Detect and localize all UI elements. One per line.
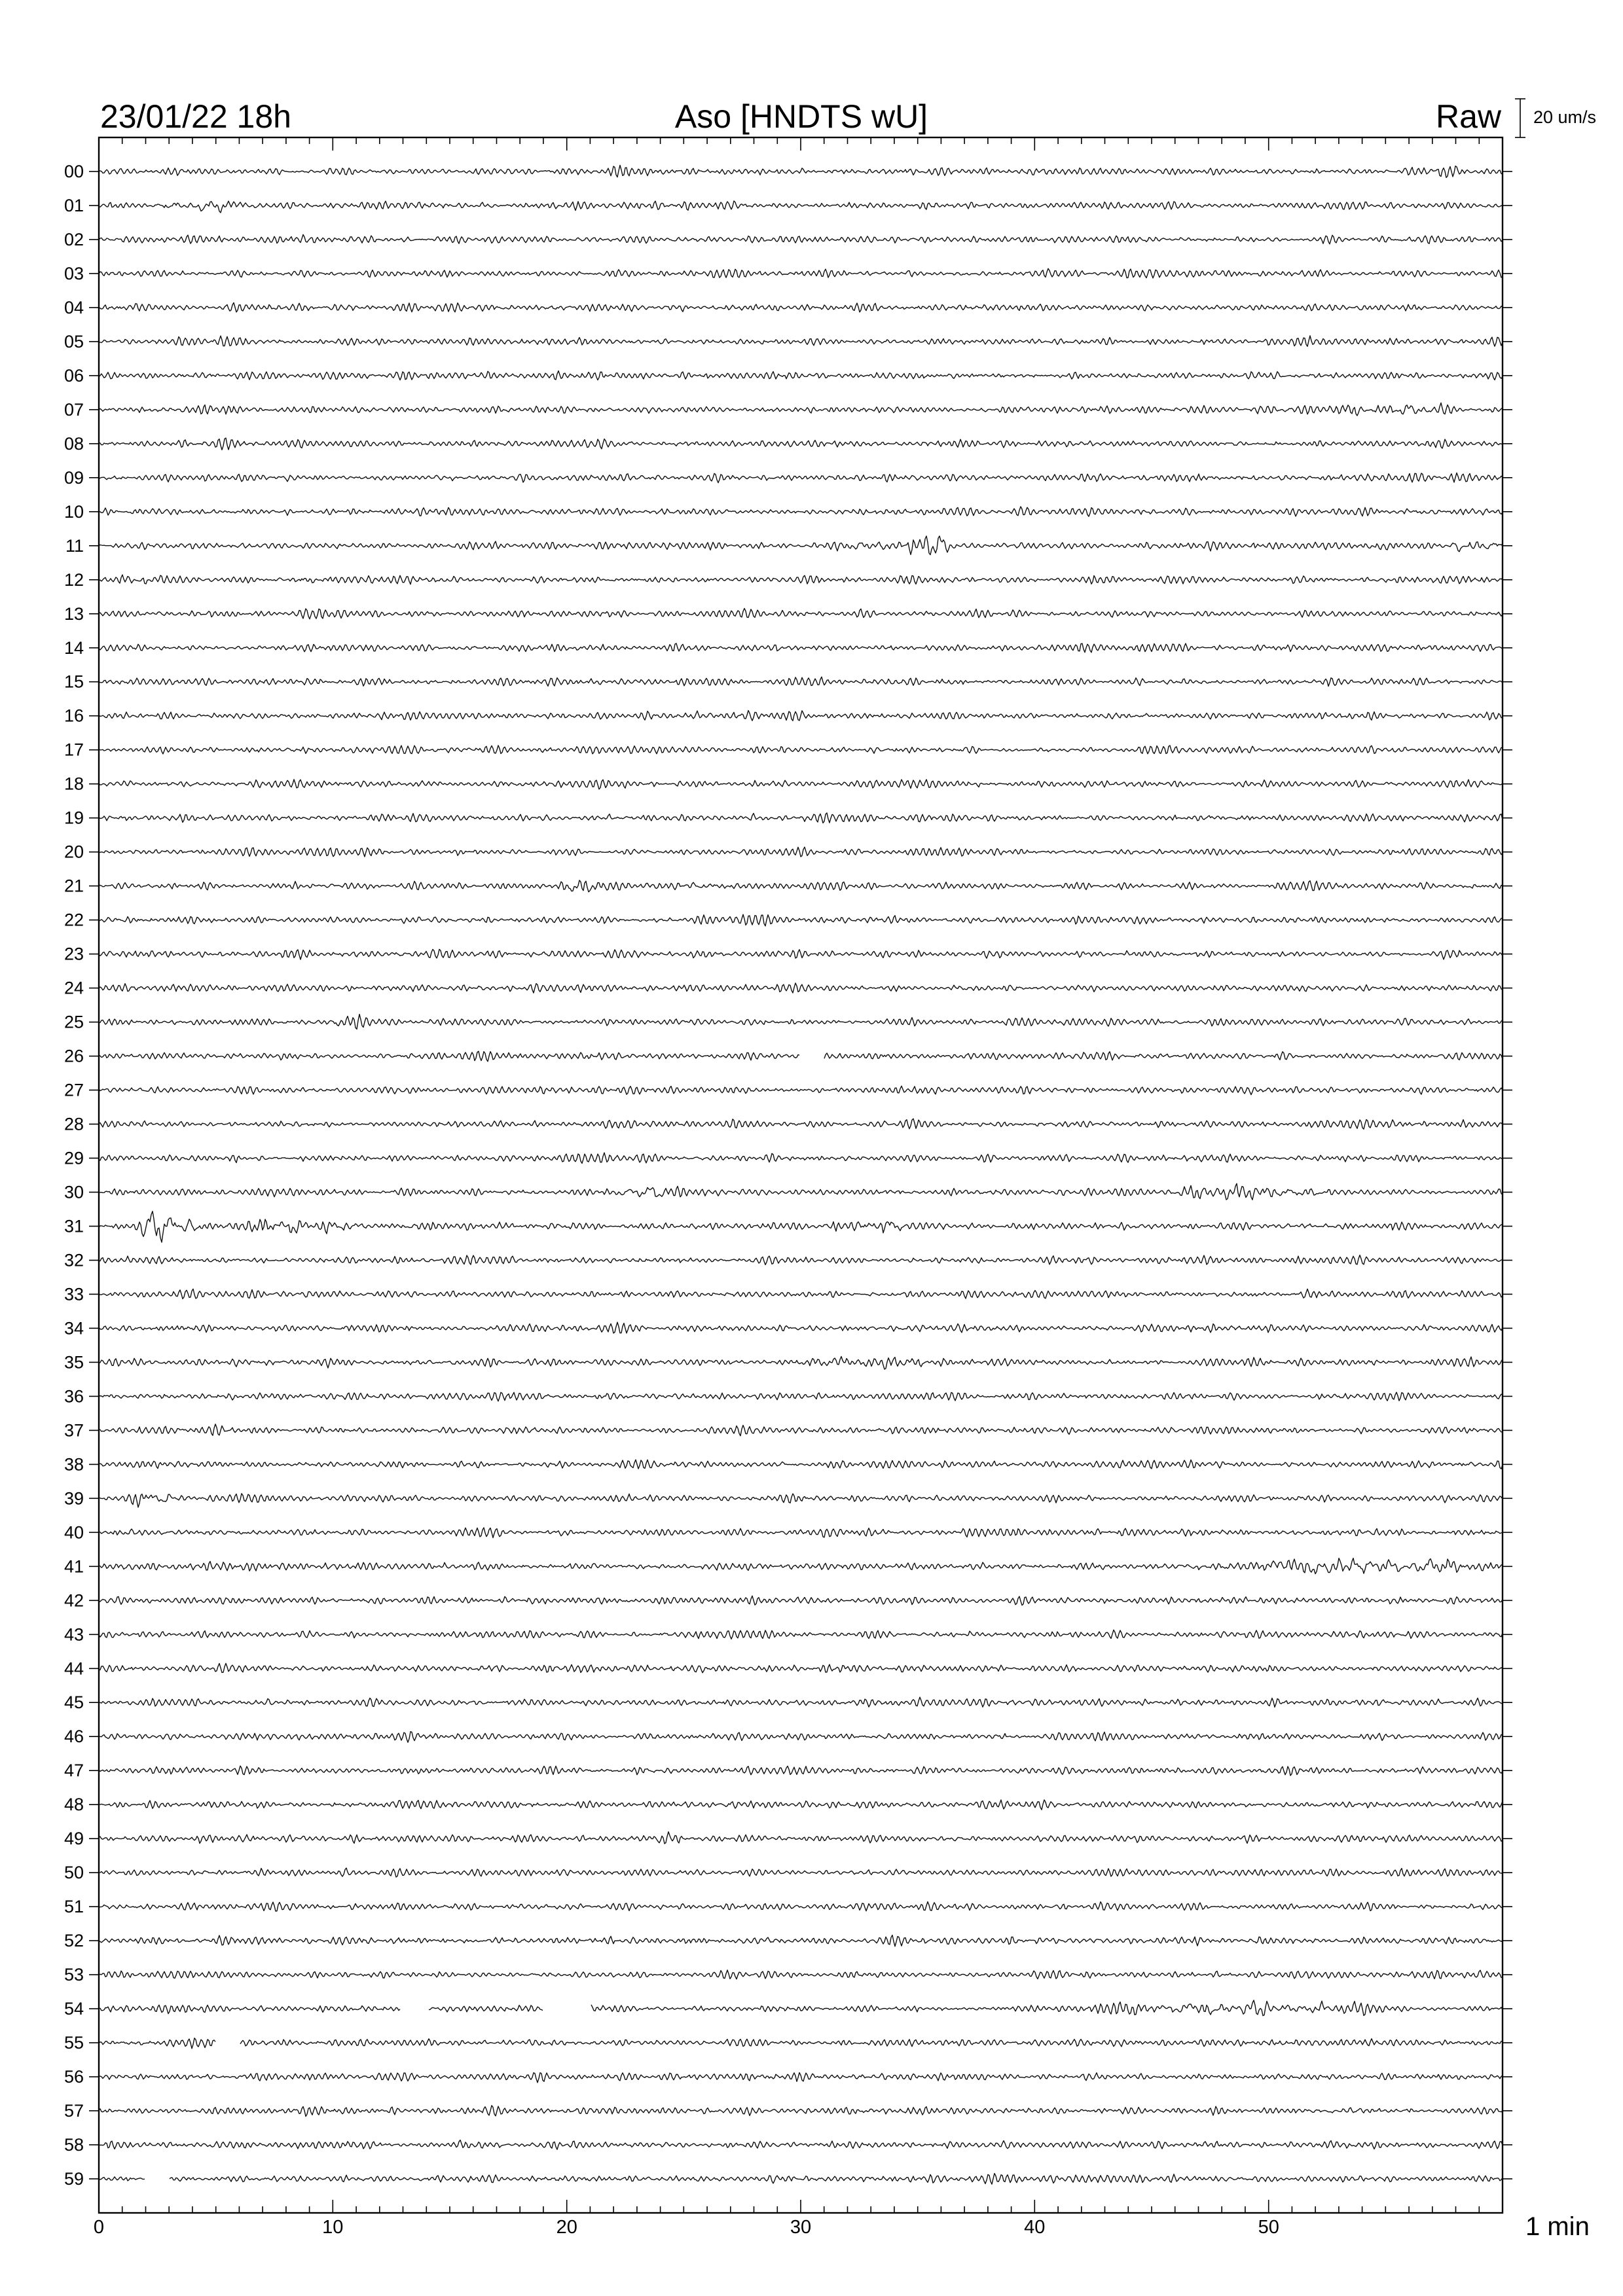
row-label: 30 bbox=[64, 1182, 84, 1202]
row-label: 04 bbox=[64, 297, 84, 317]
row-label: 43 bbox=[64, 1624, 84, 1645]
row-label: 47 bbox=[64, 1761, 84, 1781]
row-label: 36 bbox=[64, 1386, 84, 1407]
row-label: 54 bbox=[64, 1999, 84, 2019]
row-label: 06 bbox=[64, 365, 84, 386]
row-label: 21 bbox=[64, 876, 84, 896]
row-label: 18 bbox=[64, 774, 84, 794]
row-label: 05 bbox=[64, 331, 84, 351]
row-label: 51 bbox=[64, 1897, 84, 1917]
row-label: 25 bbox=[64, 1012, 84, 1032]
row-label: 46 bbox=[64, 1727, 84, 1747]
x-tick-label: 40 bbox=[1024, 2217, 1046, 2238]
row-label: 56 bbox=[64, 2067, 84, 2087]
row-label: 08 bbox=[64, 433, 84, 454]
row-label: 26 bbox=[64, 1046, 84, 1066]
row-label: 14 bbox=[64, 637, 84, 658]
x-unit-label: 1 min bbox=[1525, 2212, 1590, 2241]
x-tick-label: 0 bbox=[93, 2217, 105, 2238]
row-label: 29 bbox=[64, 1148, 84, 1168]
row-label: 03 bbox=[64, 263, 84, 283]
row-label: 31 bbox=[64, 1216, 84, 1236]
mode-label: Raw bbox=[1435, 98, 1501, 135]
row-label: 41 bbox=[64, 1556, 84, 1577]
row-label: 44 bbox=[64, 1659, 84, 1679]
row-label: 42 bbox=[64, 1590, 84, 1611]
row-label: 37 bbox=[64, 1420, 84, 1441]
x-tick-label: 20 bbox=[556, 2217, 577, 2238]
row-label: 16 bbox=[64, 706, 84, 726]
row-label: 48 bbox=[64, 1795, 84, 1815]
row-label: 39 bbox=[64, 1488, 84, 1509]
row-label: 00 bbox=[64, 162, 84, 181]
row-label: 35 bbox=[64, 1352, 84, 1372]
row-label: 22 bbox=[64, 910, 84, 930]
row-label: 32 bbox=[64, 1250, 84, 1270]
row-label: 02 bbox=[64, 230, 84, 249]
row-label: 19 bbox=[64, 808, 84, 828]
row-label: 52 bbox=[64, 1931, 84, 1951]
row-label: 40 bbox=[64, 1522, 84, 1543]
row-label: 07 bbox=[64, 399, 84, 420]
x-tick-label: 50 bbox=[1258, 2217, 1279, 2238]
row-label: 45 bbox=[64, 1693, 84, 1713]
row-label: 38 bbox=[64, 1454, 84, 1475]
row-label: 53 bbox=[64, 1965, 84, 1985]
date-label: 23/01/22 18h bbox=[100, 98, 291, 135]
chart-title: Aso [HNDTS wU] bbox=[674, 98, 928, 135]
row-label: 57 bbox=[64, 2101, 84, 2121]
row-label: 33 bbox=[64, 1284, 84, 1304]
row-label: 12 bbox=[64, 569, 84, 590]
row-label: 09 bbox=[64, 467, 84, 488]
row-label: 13 bbox=[64, 603, 84, 624]
row-label: 01 bbox=[64, 196, 84, 215]
row-label: 59 bbox=[64, 2169, 84, 2189]
row-label: 17 bbox=[64, 740, 84, 760]
row-label: 58 bbox=[64, 2135, 84, 2155]
row-label: 50 bbox=[64, 1863, 84, 1883]
x-tick-label: 10 bbox=[322, 2217, 344, 2238]
row-label: 23 bbox=[64, 944, 84, 964]
row-label: 27 bbox=[64, 1080, 84, 1100]
row-label: 20 bbox=[64, 842, 84, 862]
row-label: 49 bbox=[64, 1829, 84, 1849]
scale-label: 20 um/s bbox=[1533, 107, 1597, 127]
row-label: 34 bbox=[64, 1318, 84, 1338]
row-label: 28 bbox=[64, 1114, 84, 1134]
row-label: 55 bbox=[64, 2033, 84, 2053]
row-label: 10 bbox=[64, 501, 84, 522]
x-tick-label: 30 bbox=[790, 2217, 812, 2238]
row-label: 11 bbox=[65, 535, 84, 556]
row-label: 15 bbox=[64, 672, 84, 692]
row-label: 24 bbox=[64, 978, 84, 998]
